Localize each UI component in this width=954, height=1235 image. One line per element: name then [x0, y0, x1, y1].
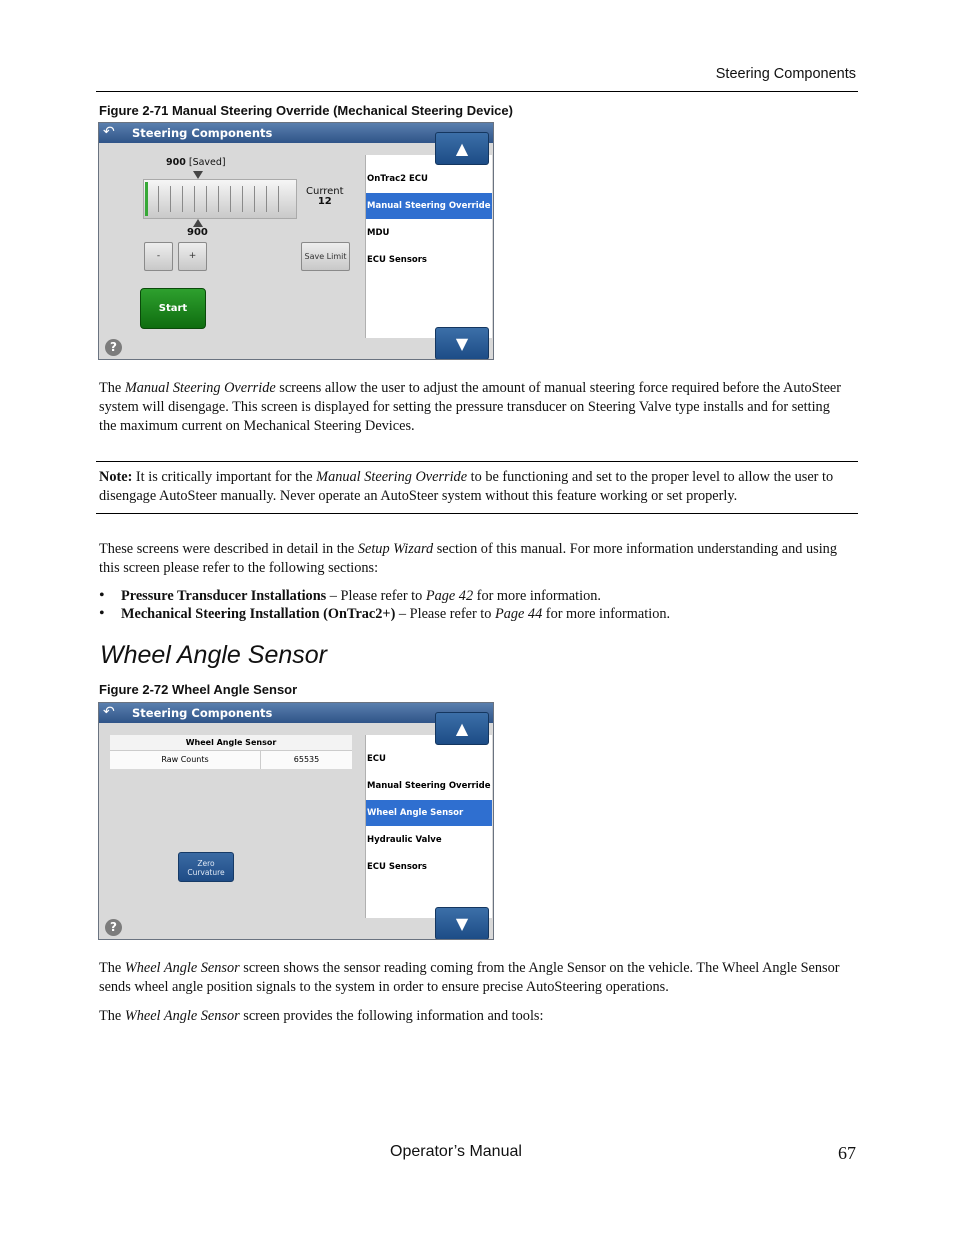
sensor-table-header: Wheel Angle Sensor: [110, 735, 352, 751]
arrow-up-icon: ▲: [455, 139, 469, 158]
footer-title: Operator’s Manual: [390, 1143, 522, 1160]
list-item-ecu[interactable]: ECU: [367, 754, 386, 764]
arrow-down-icon: ▼: [455, 334, 469, 353]
bullet-icon: •: [99, 605, 105, 622]
list-item-manual-steering-override[interactable]: Manual Steering Override: [366, 193, 492, 219]
list-item-manual-steering-override[interactable]: Manual Steering Override: [367, 781, 491, 791]
scroll-down-button[interactable]: [435, 907, 489, 940]
note-top-rule: [96, 461, 858, 462]
increase-button[interactable]: +: [178, 242, 207, 271]
save-limit-button[interactable]: Save Limit: [301, 242, 350, 271]
zero-curvature-button[interactable]: Zero Curvature: [178, 852, 234, 882]
saved-marker-icon: [193, 171, 203, 179]
figure-2-71-caption: Figure 2-71 Manual Steering Override (Mechanical Steering Device): [99, 103, 513, 118]
arrow-up-icon: ▲: [455, 719, 469, 738]
raw-counts-value: 65535: [293, 755, 320, 764]
table-row: [110, 751, 352, 769]
screen-title: Steering Components: [132, 706, 273, 720]
note-bottom-rule: [96, 513, 858, 514]
manual-steering-override-screen: [98, 122, 494, 360]
list-item-ecu-sensors[interactable]: ECU Sensors: [367, 862, 427, 872]
raw-counts-label: Raw Counts: [161, 755, 209, 764]
wheel-angle-sensor-screen: [98, 702, 494, 940]
current-readout: [306, 187, 344, 207]
header-rule: [96, 91, 858, 92]
slider-fill: [145, 182, 148, 216]
current-value: 12: [317, 196, 332, 207]
list-item-wheel-angle-sensor[interactable]: Wheel Angle Sensor: [366, 800, 492, 826]
screen-title-bar: [99, 123, 493, 143]
start-button[interactable]: Start: [140, 288, 206, 329]
list-item-mdu[interactable]: MDU: [367, 228, 390, 238]
list-item-ontrac2-ecu[interactable]: OnTrac2 ECU: [367, 174, 428, 184]
override-description: The Manual Steering Override screens allow the user to adjust the amount of manual steering force required before the AutoSteer system will disengage. This screen is displayed for setting the pressure transducer on Steering Valve type installs and for setting the maximum current on Mechanical Steering Devices.: [99, 380, 842, 434]
setup-wizard-reference: These screens were described in detail in the Setup Wizard section of this manual. For more information understanding and using this screen please refer to the following sections:: [99, 541, 837, 576]
section-heading: Wheel Angle Sensor: [100, 641, 327, 669]
arrow-down-icon: ▼: [455, 914, 469, 933]
scroll-down-button[interactable]: [435, 327, 489, 360]
bullet-icon: •: [99, 587, 105, 604]
decrease-button[interactable]: -: [144, 242, 173, 271]
component-list: [365, 155, 492, 338]
back-arrow-icon[interactable]: ↶: [103, 704, 115, 720]
slider-marker-icon: [193, 219, 203, 227]
screen-title: Steering Components: [132, 126, 273, 140]
current-label: Current: [306, 186, 344, 197]
help-icon[interactable]: ?: [105, 919, 122, 936]
saved-value: 900: [166, 157, 186, 168]
override-slider[interactable]: [143, 179, 297, 219]
saved-value-label: [166, 157, 226, 168]
scroll-up-button[interactable]: [435, 132, 489, 165]
component-list: [365, 735, 492, 918]
running-header: Steering Components: [715, 66, 856, 82]
saved-tag: [Saved]: [188, 157, 226, 168]
back-arrow-icon[interactable]: ↶: [103, 124, 115, 140]
note-text: Note: It is critically important for the Manual Steering Override to be functioning and set to the proper level to allow the user to disengage AutoSteer manually. Never operate an AutoSteer system without this feature working or set properly.: [99, 469, 834, 504]
slider-value: 900: [187, 227, 208, 238]
list-item-hydraulic-valve[interactable]: Hydraulic Valve: [367, 835, 442, 845]
scroll-up-button[interactable]: [435, 712, 489, 745]
figure-2-72-caption: Figure 2-72 Wheel Angle Sensor: [99, 682, 298, 697]
screen-title-bar: [99, 703, 493, 723]
page-number: 67: [838, 1143, 856, 1163]
wheel-angle-description: The Wheel Angle Sensor screen shows the sensor reading coming from the Angle Sensor on the vehicle. The Wheel Angle Sensor sends wheel angle position signals to the system in order to ensure precise AutoSteering operations.: [99, 960, 840, 995]
list-item-ecu-sensors[interactable]: ECU Sensors: [367, 255, 427, 265]
help-icon[interactable]: ?: [105, 339, 122, 356]
sensor-table: [110, 735, 352, 769]
wheel-angle-tools-intro: The Wheel Angle Sensor screen provides the following information and tools:: [99, 1008, 544, 1024]
